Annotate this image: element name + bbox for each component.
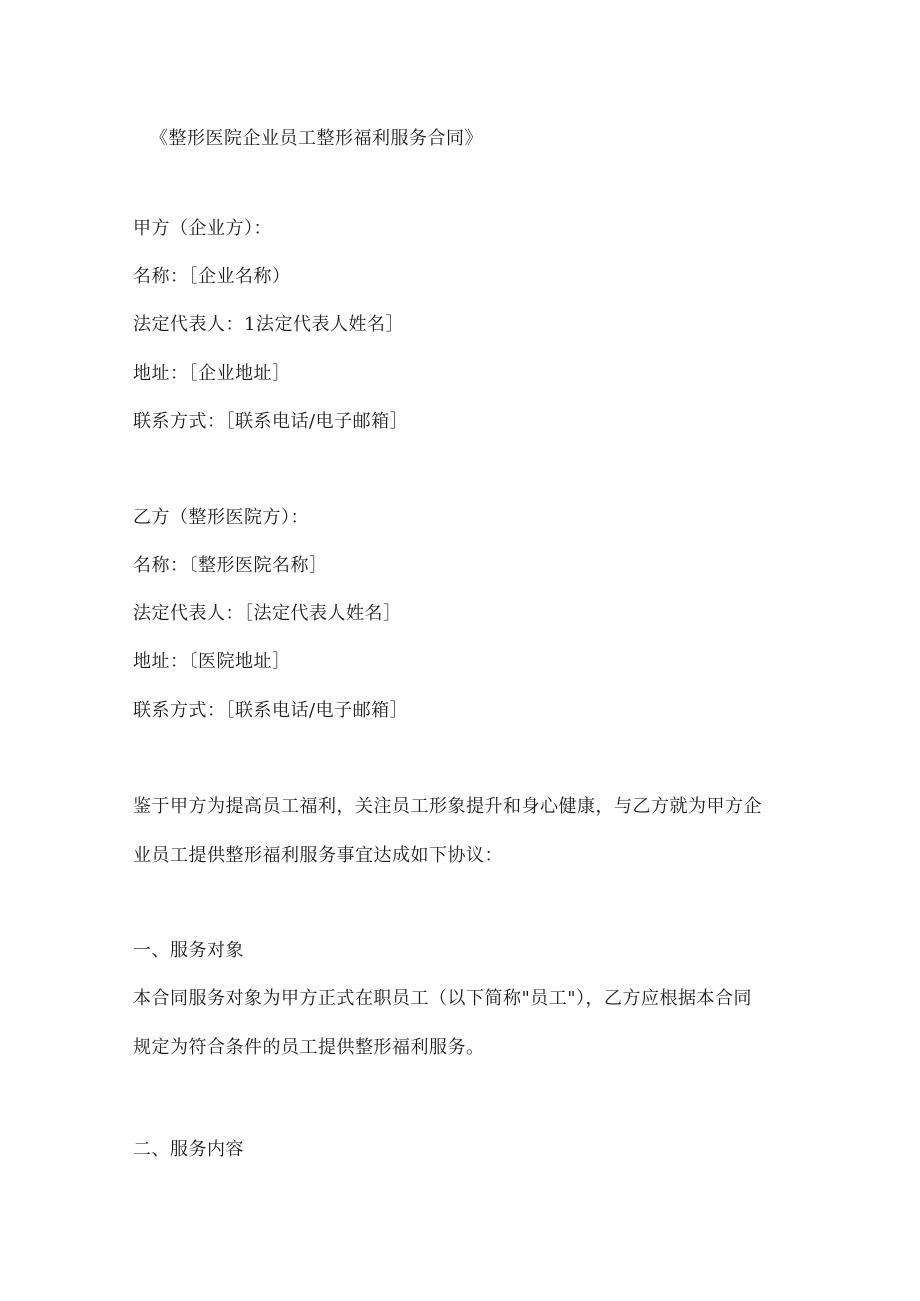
party-b-heading: 乙方（整形医院方）： — [133, 507, 309, 528]
section-1-heading: 一、服务对象 — [133, 940, 244, 961]
party-b-address: 地址：〔医院地址］ — [133, 651, 291, 672]
party-a-legal-rep: 法定代表人：1法定代表人姓名］ — [133, 314, 404, 335]
party-b-name: 名称：〔整形医院名称］ — [133, 555, 328, 576]
section-1-body-line-2: 规定为符合条件的员工提供整形福利服务。 — [133, 1037, 485, 1058]
preamble-line-2: 业员工提供整形福利服务事宜达成如下协议： — [133, 845, 503, 866]
party-a-contact: 联系方式：［联系电话/电子邮箱］ — [133, 411, 409, 432]
party-a-address: 地址：［企业地址］ — [133, 363, 291, 384]
section-1-body-line-1: 本合同服务对象为甲方正式在职员工（以下简称"员工"），乙方应根据本合同 — [133, 988, 753, 1009]
party-b-legal-rep: 法定代表人：［法定代表人姓名］ — [133, 603, 402, 624]
party-a-name: 名称：［企业名称） — [133, 266, 291, 287]
party-a-heading: 甲方（企业方）： — [133, 218, 272, 239]
party-b-contact: 联系方式：［联系电话/电子邮箱］ — [133, 700, 409, 721]
section-2-heading: 二、服务内容 — [133, 1139, 244, 1160]
preamble-line-1: 鉴于甲方为提高员工福利，关注员工形象提升和身心健康，与乙方就为甲方企 — [133, 796, 762, 817]
document-title: 《整形医院企业员工整形福利服务合同》 — [150, 128, 483, 149]
